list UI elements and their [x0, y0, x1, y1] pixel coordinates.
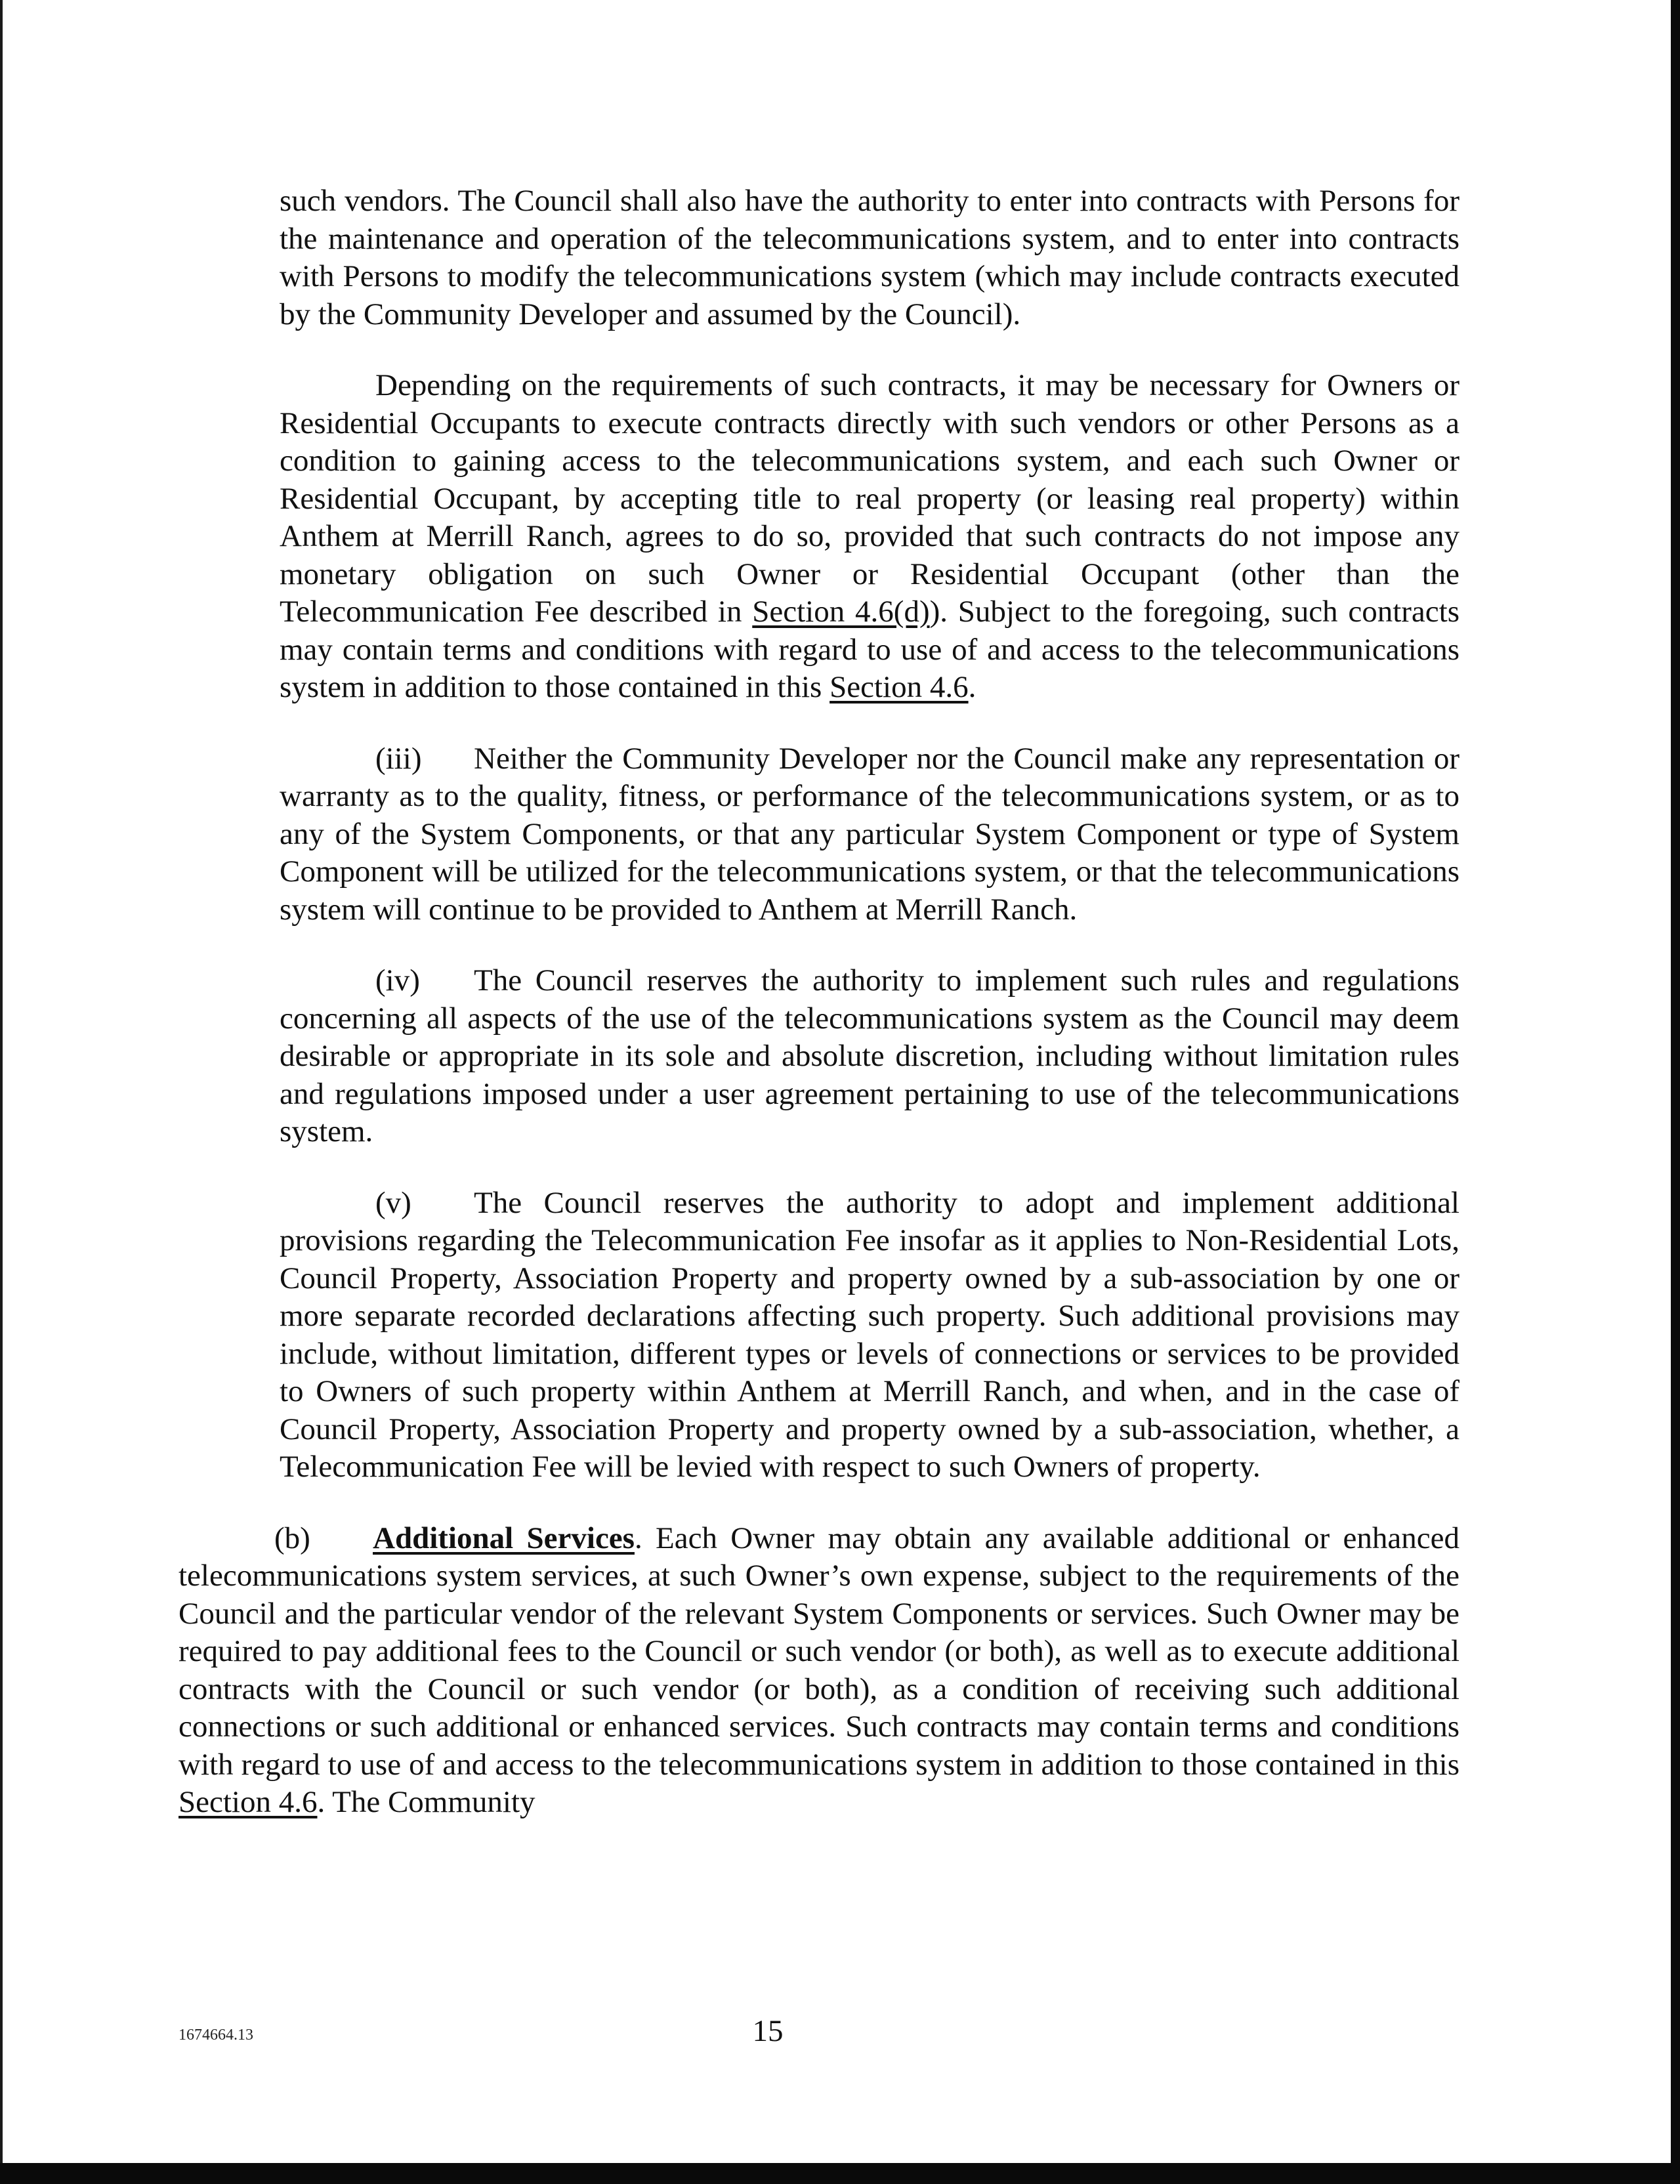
paragraph-b-text-2: . The Community — [317, 1785, 536, 1819]
paragraph-depending-text-1: Depending on the requirements of such contracts, it may be necessary for Owners or Residential Occupants to execute contracts directly with such vendors or other Persons as a condition to gaining access to the telecommunications system, and each such Owner or Residential Occupant, by accepting title to real property (or leasing real property) within Anthem at Merrill Ranch, agrees to do so, provided that such contracts do not impose any monetary obligation on such Owner or Residential Occupant (other than the Telecommunication Fee described in — [280, 368, 1460, 629]
paragraph-iii — [280, 740, 1460, 929]
paragraph-iv-label: (iv) — [375, 963, 420, 998]
paragraph-v — [280, 1185, 1460, 1486]
scan-edge-right — [1671, 0, 1680, 2184]
paragraph-v-label: (v) — [375, 1185, 411, 1220]
scan-edge-left — [0, 0, 3, 2184]
paragraph-depending-text-2: ). Subject to the foregoing, such contracts may contain terms and conditions with regard to use of and access to the telecommunications system in addition to those contained in this — [280, 595, 1460, 704]
paragraph-depending-text-3: . — [968, 670, 976, 704]
section-reference-4-6-d: Section 4.6(d) — [752, 595, 930, 629]
paragraph-iv-text: The Council reserves the authority to implement such rules and regulations concerning all aspects of the use of the telecommunications system as the Council may deem desirable or appropriate in its sole and absolute discretion, including without limitation rules and regulations imposed under a user agreement pertaining to use of the telecommunications system. — [280, 963, 1460, 1148]
paragraph-iv — [280, 962, 1460, 1151]
paragraph-depending — [280, 367, 1460, 707]
paragraph-b-heading: Additional Services — [373, 1521, 635, 1555]
paragraph-v-text: The Council reserves the authority to adopt and implement additional provisions regarding the Telecommunication Fee insofar as it applies to Non-Residential Lots, Council Property, Association Property and property owned by a sub-association by one or more separate recorded declarations affecting such property. Such additional provisions may include, without limitation, different types or levels of connections or services to be provided to Owners of such property within Anthem at Merrill Ranch, and when, and in the case of Council Property, Association Property and property owned by a sub-association, whether, a Telecommunication Fee will be levied with respect to such Owners of property. — [280, 1185, 1460, 1484]
section-reference-4-6: Section 4.6 — [830, 670, 969, 704]
section-reference-4-6-b: Section 4.6 — [178, 1785, 318, 1819]
paragraph-iii-text: Neither the Community Developer nor the Council make any representation or warranty as to the quality, fitness, or performance of the telecommunications system, or as to any of the System Components, or that any particular System Component or type of System Component will be utilized for the telecommunications system, or that the telecommunications system will continue to be provided to Anthem at Merrill Ranch. — [280, 741, 1460, 927]
page-number: 15 — [752, 2014, 784, 2048]
paragraph-continuation: such vendors. The Council shall also have the authority to enter into contracts with Persons for the maintenance and operation of the telecommunications system, and to enter into contracts with Persons to modify the telecommunications system (which may include contracts executed by the Community Developer and assumed by the Council). — [280, 184, 1460, 331]
document-body — [178, 182, 1460, 1822]
paragraph-b — [178, 1520, 1460, 1822]
paragraph-b-label: (b) — [274, 1521, 310, 1555]
paragraph-iii-label: (iii) — [375, 741, 422, 776]
document-id: 1674664.13 — [178, 2026, 253, 2044]
paragraph-b-text-1: . Each Owner may obtain any available additional or enhanced telecommunications system services, at such Owner’s own expense, subject to the requirements of the Council and the particular vendor of the relevant System Components or services. Such Owner may be required to pay additional fees to the Council or such vendor (or both), as well as to execute additional contracts with the Council or such vendor (or both), as a condition of receiving such additional connections or such additional or enhanced services. Such contracts may contain terms and conditions with regard to use of and access to the telecommunications system in addition to those contained in this — [178, 1521, 1460, 1782]
scan-edge-bottom — [0, 2163, 1680, 2184]
